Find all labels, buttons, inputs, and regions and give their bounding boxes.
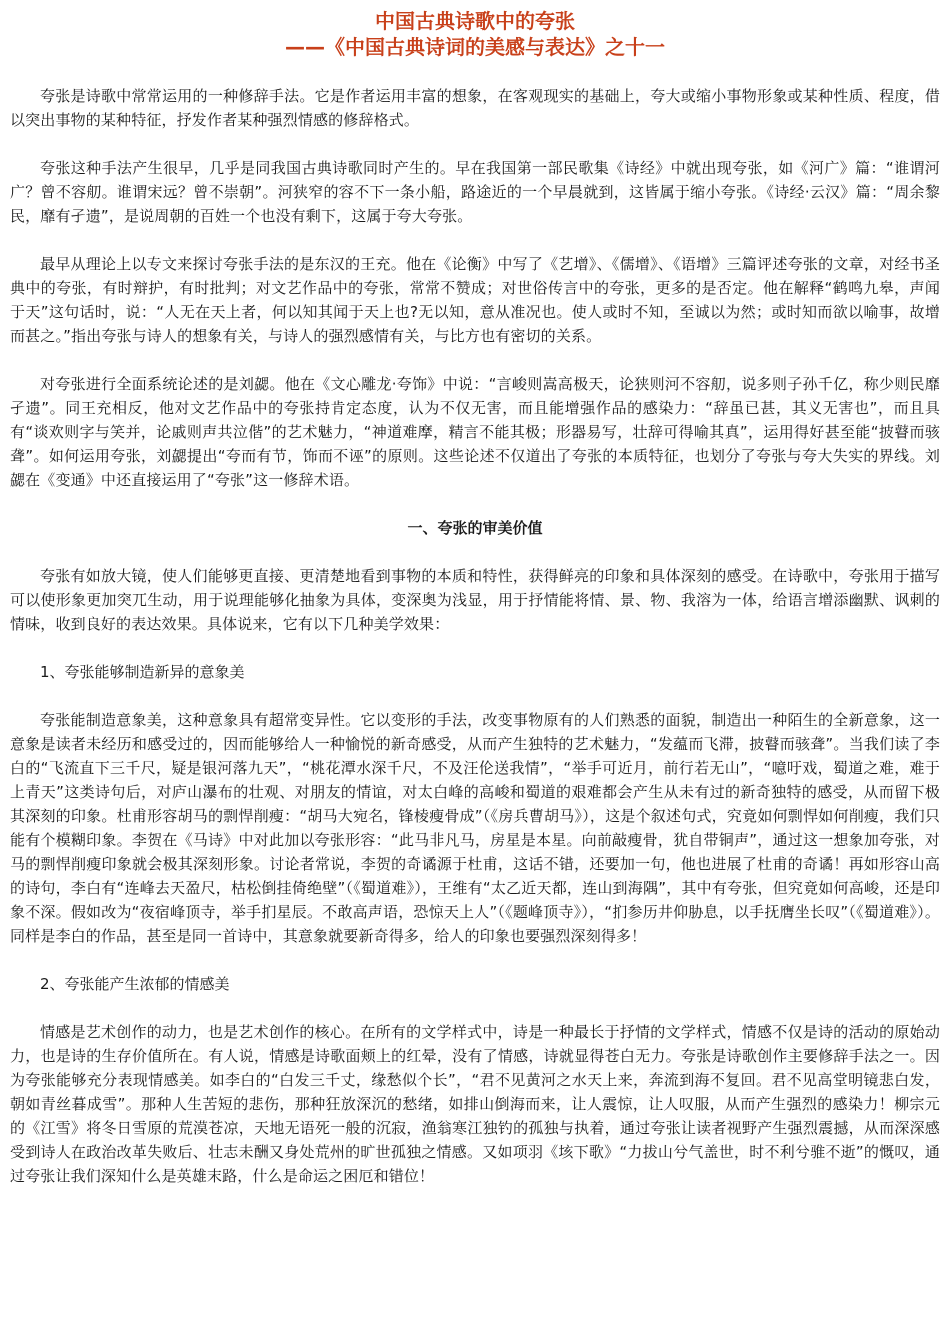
- spacer: [10, 492, 940, 516]
- intro-paragraph-2: 夸张这种手法产生很早，几乎是同我国古典诗歌同时产生的。早在我国第一部民歌集《诗经》中就出现夸张，如《河广》篇：“谁谓河广？曾不容舠。谁谓宋远？曾不崇朝”。河狭窄的容不下一条小船，路途近的一个早晨就到，这皆属于缩小夸张。《诗经·云汉》篇：“周余黎民，靡有孑遗”，是说周朝的百姓一个也没有剩下，这属于夸大夸张。: [10, 159, 940, 225]
- spacer: [10, 684, 940, 708]
- spacer: [10, 996, 940, 1020]
- spacer: [10, 948, 940, 972]
- page-title: 中国古典诗歌中的夸张: [375, 9, 575, 33]
- intro-paragraph-4: 对夸张进行全面系统论述的是刘勰。他在《文心雕龙·夸饰》中说：“言峻则嵩高极天，论狭则河不容舠，说多则子孙千亿，称少则民靡孑遗”。同王充相反，他对文艺作品中的夸张持肯定态度，认为不仅无害，而且能增强作品的感染力：“辞虽已甚，其义无害也”，而且具有“谈欢则字与笑并，论戚则声共泣偕”的艺术魅力，“神道难摩，精言不能其极；形器易写，壮辞可得喻其真”，运用得好甚至能“披瞽而骇聋”。如何运用夸张，刘勰提出“夸而有节，饰而不诬”的原则。这些论述不仅道出了夸张的本质特征，也划分了夸张与夸大失实的界线。刘勰在《变通》中还直接运用了“夸张”这一修辞术语。: [10, 375, 940, 489]
- subsection-heading-2: 2、夸张能产生浓郁的情感美: [40, 975, 230, 993]
- subsection-paragraph-2: 情感是艺术创作的动力，也是艺术创作的核心。在所有的文学样式中，诗是一种最长于抒情的文学样式，情感不仅是诗的活动的原始动力，也是诗的生存价值所在。有人说，情感是诗歌面颊上的红晕，没有了情感，诗就显得苍白无力。夸张是诗歌创作主要修辞手法之一。因为夸张能够充分表现情感美。如李白的“白发三千丈，缘愁似个长”，“君不见黄河之水天上来，奔流到海不复回。君不见高堂明镜悲白发，朝如青丝暮成雪”。那种人生苦短的悲伤，那种狂放深沉的愁绪，如排山倒海而来，让人震惊，让人叹服，从而产生强烈的感染力！柳宗元的《江雪》将冬日雪原的荒漠苍凉，天地无语死一般的沉寂，渔翁寒江独钓的孤独与执着，通过夸张让读者视野产生强烈震撼，从而深深感受到诗人在政治改革失败后、壮志未酬又身处荒州的旷世孤独之情感。又如项羽《垓下歌》“力拔山兮气盖世，时不利兮骓不逝”的慨叹，通过夸张让我们深知什么是英雄末路，什么是命运之困厄和错位！: [10, 1023, 940, 1185]
- spacer: [10, 132, 940, 156]
- subsection-heading-1: 1、夸张能够制造新异的意象美: [40, 663, 245, 681]
- spacer: [10, 228, 940, 252]
- intro-paragraph-1: 夸张是诗歌中常常运用的一种修辞手法。它是作者运用丰富的想象，在客观现实的基础上，夸大或缩小事物形象或某种性质、程度，借以突出事物的某种特征，抒发作者某种强烈情感的修辞格式。: [10, 87, 940, 129]
- page-subtitle: ——《中国古典诗词的美感与表达》之十一: [285, 35, 665, 59]
- intro-paragraph-3: 最早从理论上以专文来探讨夸张手法的是东汉的王充。他在《论衡》中写了《艺增》、《儒增》、《语增》三篇评述夸张的文章，对经书圣典中的夸张，有时辩护，有时批判；对文艺作品中的夸张，常常不赞成；对世俗传言中的夸张，更多的是否定。他在解释“鹤鸣九皋，声闻于天”这句话时，说：“人无在天上者，何以知其闻于天上也?无以知，意从准况也。使人或时不知，至诚以为然；或时知而欲以喻事，故增而甚之。”指出夸张与诗人的想象有关，与诗人的强烈感情有关，与比方也有密切的关系。: [10, 255, 940, 345]
- title-block: [10, 8, 940, 60]
- spacer: [10, 60, 940, 84]
- spacer: [10, 540, 940, 564]
- subsection-paragraph-1: 夸张能制造意象美，这种意象具有超常变异性。它以变形的手法，改变事物原有的人们熟悉的面貌，制造出一种陌生的全新意象，这一意象是读者未经历和感受过的，因而能够给人一种愉悦的新奇感受，从而产生独特的艺术魅力，“发蕴而飞滞，披瞽而骇聋”。当我们读了李白的“飞流直下三千尺，疑是银河落九天”，“桃花潭水深千尺，不及汪伦送我情”，“举手可近月，前行若无山”，“噫吁戏，蜀道之难，难于上青天”这类诗句后，对庐山瀑布的壮观、对朋友的情谊，对太白峰的高峻和蜀道的艰难都会产生从未有过的新奇独特的感受，从而留下极其深刻的印象。杜甫形容胡马的剽悍削瘦：“胡马大宛名，锋棱瘦骨成”（《房兵曹胡马》），这是个叙述句式，究竟如何剽悍如何削瘦，我们只能有个模糊印象。李贺在《马诗》中对此加以夸张形容：“此马非凡马，房星是本星。向前敲瘦骨，犹自带铜声”，通过这一想象加夸张，对马的剽悍削瘦印象就会极其深刻形象。讨论者常说，李贺的奇谲源于杜甫，这话不错，还要加一句，他也进展了杜甫的奇谲！再如形容山高的诗句，李白有“连峰去天盈尺，枯松倒挂倚绝壁”（《蜀道难》），王维有“太乙近天都，连山到海隅”，其中有夸张，但究竟如何高峻，还是印象不深。假如改为“夜宿峰顶寺，举手扪星辰。不敢高声语，恐惊天上人”（《题峰顶寺》），“扪参历井仰胁息，以手抚膺坐长叹”（《蜀道难》）。同样是李白的作品，甚至是同一首诗中，其意象就要新奇得多，给人的印象也要强烈深刻得多！: [10, 711, 940, 945]
- spacer: [10, 636, 940, 660]
- section-heading: 一、夸张的审美价值: [407, 519, 543, 537]
- spacer: [10, 348, 940, 372]
- section-intro-paragraph: 夸张有如放大镜，使人们能够更直接、更清楚地看到事物的本质和特性，获得鲜亮的印象和具体深刻的感受。在诗歌中，夸张用于描写可以使形象更加突兀生动，用于说理能够化抽象为具体，变深奥为浅显，用于抒情能将情、景、物、我溶为一体，给语言增添幽默、讽刺的情味，收到良好的表达效果。具体说来，它有以下几种美学效果：: [10, 567, 940, 633]
